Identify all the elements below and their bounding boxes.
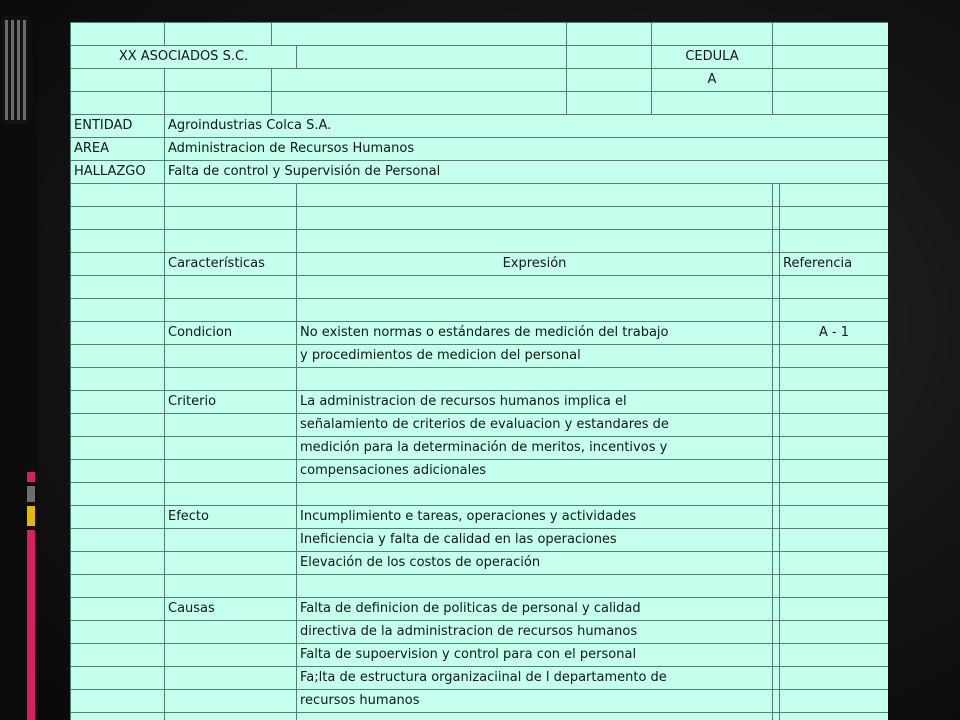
criterio-label[interactable]: Criterio <box>165 391 297 414</box>
table-row <box>71 69 889 92</box>
table-row <box>71 184 889 207</box>
column-header-referencia[interactable]: Referencia <box>780 253 889 276</box>
column-header-caracteristicas[interactable]: Características <box>165 253 297 276</box>
condicion-label[interactable]: Condicion <box>165 322 297 345</box>
firm-name[interactable]: XX ASOCIADOS S.C. <box>71 46 297 69</box>
efecto-label[interactable]: Efecto <box>165 506 297 529</box>
table-row <box>71 437 889 460</box>
efecto-line[interactable]: Incumplimiento e tareas, operaciones y actividades <box>297 506 773 529</box>
table-row <box>71 460 889 483</box>
table-row <box>71 138 889 161</box>
entidad-value[interactable]: Agroindustrias Colca S.A. <box>165 115 889 138</box>
bars-icon <box>2 16 28 124</box>
table-row <box>71 115 889 138</box>
table-row <box>71 345 889 368</box>
accent-bar-pink-long <box>27 530 35 720</box>
table-row <box>71 414 889 437</box>
table-row <box>71 230 889 253</box>
spreadsheet <box>70 22 888 720</box>
cedula-value[interactable]: A <box>652 69 773 92</box>
cedula-table <box>70 22 888 720</box>
table-row <box>71 46 889 69</box>
condicion-line[interactable]: y procedimientos de medicion del personal <box>297 345 773 368</box>
table-row <box>71 299 889 322</box>
entidad-label[interactable]: ENTIDAD <box>71 115 165 138</box>
causas-line[interactable]: Fa;lta de estructura organizaciinal de l departamento de <box>297 667 773 690</box>
table-row <box>71 575 889 598</box>
table-row <box>71 322 889 345</box>
table-row <box>71 23 889 46</box>
table-row <box>71 391 889 414</box>
column-header-expresion[interactable]: Expresión <box>297 253 773 276</box>
table-row <box>71 92 889 115</box>
table-row <box>71 161 889 184</box>
table-row <box>71 276 889 299</box>
hallazgo-label[interactable]: HALLAZGO <box>71 161 165 184</box>
table-row <box>71 506 889 529</box>
accent-bar-gray <box>27 486 35 502</box>
criterio-line[interactable]: señalamiento de criterios de evaluacion y estandares de <box>297 414 773 437</box>
table-row <box>71 598 889 621</box>
criterio-line[interactable]: compensaciones adicionales <box>297 460 773 483</box>
efecto-line[interactable]: Elevación de los costos de operación <box>297 552 773 575</box>
table-row <box>71 552 889 575</box>
area-value[interactable]: Administracion de Recursos Humanos <box>165 138 889 161</box>
causas-line[interactable]: Falta de supoervision y control para con el personal <box>297 644 773 667</box>
condicion-line[interactable]: No existen normas o estándares de medición del trabajo <box>297 322 773 345</box>
table-row <box>71 644 889 667</box>
causas-line[interactable]: directiva de la administracion de recursos humanos <box>297 621 773 644</box>
criterio-line[interactable]: medición para la determinación de meritos, incentivos y <box>297 437 773 460</box>
causas-line[interactable]: Falta de definicion de politicas de personal y calidad <box>297 598 773 621</box>
area-label[interactable]: AREA <box>71 138 165 161</box>
efecto-line[interactable]: Ineficiencia y falta de calidad en las operaciones <box>297 529 773 552</box>
criterio-line[interactable]: La administracion de recursos humanos implica el <box>297 391 773 414</box>
table-row <box>71 483 889 506</box>
accent-bar-gold <box>27 506 35 526</box>
causas-label[interactable]: Causas <box>165 598 297 621</box>
table-row <box>71 667 889 690</box>
table-row <box>71 253 889 276</box>
table-row <box>71 529 889 552</box>
causas-line[interactable]: recursos humanos <box>297 690 773 713</box>
table-row <box>71 368 889 391</box>
table-row <box>71 621 889 644</box>
accent-bar-pink <box>27 472 35 482</box>
table-row <box>71 713 889 720</box>
table-row <box>71 690 889 713</box>
hallazgo-value[interactable]: Falta de control y Supervisión de Personal <box>165 161 889 184</box>
table-row <box>71 207 889 230</box>
cedula-label[interactable]: CEDULA <box>652 46 773 69</box>
condicion-reference[interactable]: A - 1 <box>780 322 889 345</box>
